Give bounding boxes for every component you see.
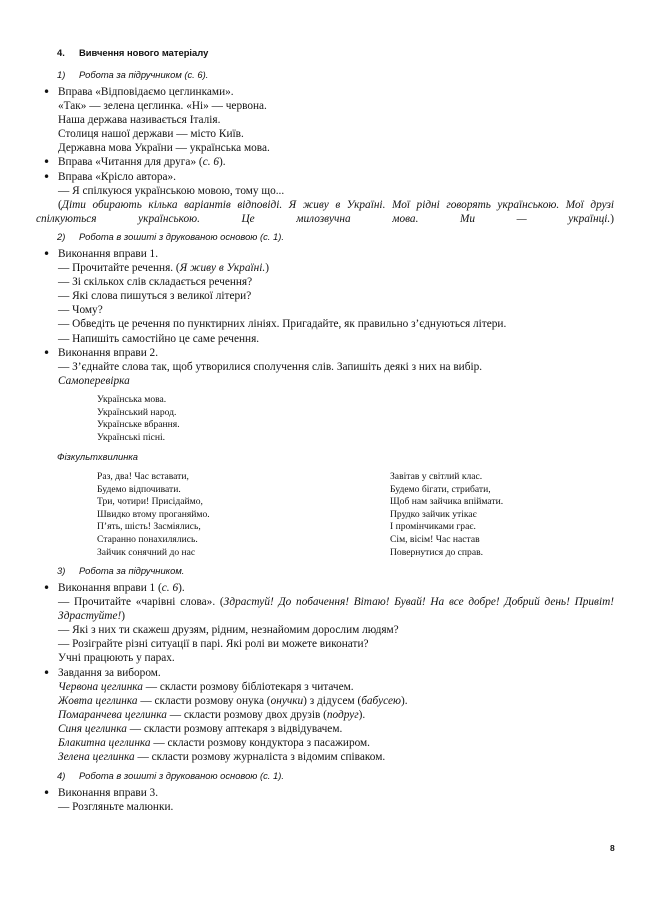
role-line [58, 708, 614, 722]
text-span: Виконання вправи 1 ( [58, 582, 162, 594]
brick-color: Жовта цеглинка [58, 694, 138, 707]
list-item: • Завдання за вибором. [58, 666, 614, 680]
text-span: — Прочитайте «чарівні слова». ( [58, 596, 224, 609]
text-span: — скласти розмову журналіста з відомим співаком. [134, 751, 386, 764]
poem-line: Старанно понахилялись. [97, 533, 198, 545]
brick-color: Синя цеглинка [58, 722, 127, 735]
italic-word: онучки [270, 694, 304, 707]
text-span: Вправа «Читання для друга» ( [58, 156, 203, 169]
poem-left-column [97, 471, 210, 559]
subsection-4-heading [57, 770, 284, 782]
text-paragraph [36, 198, 614, 226]
list-item: • Виконання вправи 3. [58, 786, 614, 800]
poem-line: Три, чотири! Присідаймо, [97, 496, 203, 508]
text-span: ( [58, 198, 62, 211]
poem-right-column [390, 471, 503, 559]
italic-word: бабусею [361, 694, 401, 707]
text-line: — Які з них ти скажеш друзям, рідним, незнайомим дорослим людям? [58, 624, 399, 637]
block-textbook-exercises [36, 85, 614, 226]
subsection-title: Робота в зошиті з друкованою основою (с. 1). [79, 231, 284, 242]
role-line [58, 680, 614, 694]
italic-answer: Діти обирають кілька варіантів відповіді. Я живу в Україні. Мої рідні говорять українською. Мої друзі спілкуються українською. Це милозвучна мова. Ми — українці. [36, 198, 614, 225]
subsection-3-heading [57, 565, 184, 577]
fizkult-title: Фізкультхвилинка [57, 451, 139, 462]
poem-line: Швидко втому проганяймо. [97, 508, 210, 520]
text-span: ). [219, 156, 226, 169]
text-line: — Обведіть це речення по пунктирних лініях. Пригадайте, як правильно з’єднуються літери. [58, 318, 507, 331]
list-item: Українська мова. [97, 394, 167, 405]
list-item: • Виконання вправи 2. [58, 346, 614, 360]
role-line [58, 736, 614, 750]
text-span: — скласти розмову онука ( [137, 694, 271, 707]
poem-line: Сім, вісім! Час настав [390, 533, 480, 545]
subsection-number: 3) [57, 565, 66, 576]
poem-line: Прудко зайчик утікає [390, 508, 477, 520]
italic-sentence: Я живу в Україні. [179, 262, 266, 275]
subsection-title: Робота за підручником. [79, 565, 185, 576]
poem-line: Будемо відпочивати. [97, 483, 181, 495]
text-line: — Напишіть самостійно це саме речення. [58, 332, 260, 345]
subsection-number: 4) [57, 770, 66, 781]
brick-color: Блакитна цеглинка [58, 737, 151, 750]
subsection-number: 2) [57, 231, 66, 242]
block-workbook-exercises [58, 247, 614, 388]
poem-line: П’ять, шість! Засміялись, [97, 521, 201, 533]
list-item: • Виконання вправи 1. [58, 247, 614, 261]
poem-line: Завітав у світлий клас. [390, 471, 483, 482]
text-line [58, 261, 614, 275]
text-span: ) [610, 212, 614, 225]
text-line: — Чому? [58, 304, 103, 317]
list-item: • Вправа «Відповідаємо цеглинками». [58, 85, 614, 99]
text-line: Столиця нашої держави — місто Київ. [58, 128, 244, 141]
list-item: Українські пісні. [97, 431, 166, 443]
text-span: ). [400, 694, 408, 707]
text-span: — скласти розмову аптекаря з відвідувачем. [126, 722, 343, 735]
magic-words: Здрастуй! До побачення! Вітаю! Бувай! На все добре! Добрий день! Привіт! Здрастуйте! [58, 596, 615, 623]
section-title: Вивчення нового матеріалу [79, 47, 209, 58]
text-line: «Так» — зелена цеглинка. «Ні» — червона. [58, 100, 267, 113]
text-line: — Розгляньте малюнки. [58, 801, 174, 814]
page-ref: с. 6 [161, 582, 179, 594]
subsection-title: Робота в зошиті з друкованою основою (с. 1). [79, 770, 284, 781]
text-line: — З’єднайте слова так, щоб утворилися сполучення слів. Запишіть деякі з них на вибір. [58, 360, 483, 373]
poem-line: І промінчиками грає. [390, 521, 476, 533]
text-span: ). [358, 708, 366, 721]
list-item [58, 581, 614, 595]
subsection-1-heading [57, 69, 208, 81]
block-textbook-magic-words [58, 581, 614, 764]
list-item: Український народ. [97, 406, 177, 418]
list-item [58, 155, 614, 169]
poem-line: Будемо бігати, стрибати, [390, 483, 491, 495]
text-line: Учні працюють у парах. [58, 652, 175, 665]
text-span: — скласти розмову бібліотекаря з читачем. [142, 680, 354, 693]
text-span: ) [121, 610, 126, 623]
role-line [58, 722, 614, 736]
text-span: ) [265, 262, 269, 275]
italic-word: подруг [326, 708, 359, 721]
poem-line: Щоб нам зайчика впіймати. [390, 496, 504, 508]
poem-line: Зайчик сонячний до нас [97, 546, 196, 558]
section-heading [57, 47, 208, 59]
self-check-list [97, 394, 180, 444]
fizkult-label [57, 451, 138, 463]
text-span: ). [178, 582, 185, 594]
text-line: Наша держава називається Італія. [58, 114, 221, 127]
text-line: Державна мова України — українська мова. [58, 142, 270, 155]
brick-color: Червона цеглинка [58, 680, 143, 693]
text-span: — скласти розмову двох друзів ( [166, 708, 327, 721]
page-ref: с. 6 [202, 156, 219, 169]
text-span: ) з дідусем ( [303, 694, 362, 707]
text-paragraph [58, 595, 614, 623]
subsection-title: Робота за підручником (с. 6). [79, 69, 209, 80]
text-span: — скласти розмову кондуктора з пасажиром. [150, 737, 371, 750]
text-span: — Прочитайте речення. ( [58, 262, 180, 275]
poem-line: Раз, два! Час вставати, [97, 471, 189, 482]
list-item: Українське вбрання. [97, 419, 180, 431]
brick-color: Помаранчева цеглинка [58, 708, 167, 721]
poem-line: Повернутися до справ. [390, 546, 484, 558]
page-number: 8 [610, 843, 615, 853]
block-workbook-exercise-3 [58, 786, 614, 814]
subsection-2-heading [57, 231, 284, 243]
text-line: — Розіграйте різні ситуації в парі. Які ролі ви можете виконати? [58, 638, 369, 651]
text-line: — Я спілкуюся українською мовою, тому що... [58, 184, 285, 197]
role-line [58, 750, 614, 764]
brick-color: Зелена цеглинка [58, 751, 135, 764]
self-check-label: Самоперевірка [58, 374, 130, 387]
section-number: 4. [57, 47, 65, 58]
role-line [58, 694, 614, 708]
text-line: — Зі скількох слів складається речення? [58, 276, 253, 289]
subsection-number: 1) [57, 69, 66, 80]
list-item: • Вправа «Крісло автора». [58, 170, 614, 184]
text-line: — Які слова пишуться з великої літери? [58, 290, 252, 303]
